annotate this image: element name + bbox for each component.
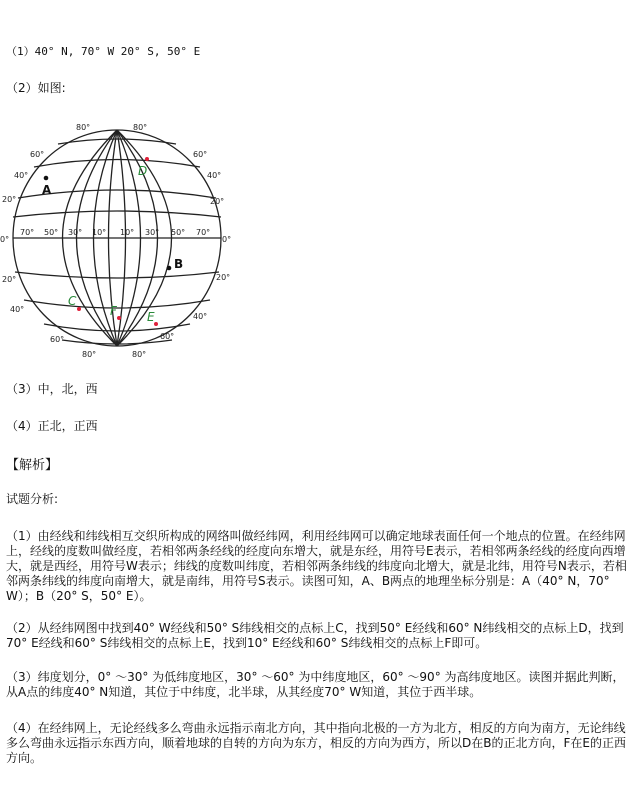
point-b-label: B <box>174 257 184 271</box>
lon-label-10e: 10° <box>120 228 135 237</box>
lon-label-30e: 30° <box>145 228 160 237</box>
answer-1: （1）40° N, 70° W 20° S, 50° E <box>6 45 201 58</box>
point-c-label: C <box>68 294 77 308</box>
analysis-heading: 【解析】 <box>6 458 59 473</box>
point-c-marker <box>77 307 81 311</box>
lon-label-70w: 70° <box>20 228 35 237</box>
lat-label-40s-l: 40° <box>10 305 25 314</box>
point-a-label: A <box>42 183 52 197</box>
lon-label-70e: 70° <box>196 228 211 237</box>
lat-80n-line <box>58 139 176 144</box>
lat-20n-line <box>13 211 221 217</box>
lat-label-80n-r: 80° <box>133 123 148 132</box>
analysis-paragraph-3: （3）纬度划分，0° ～30° 为低纬度地区，30° ～60° 为中纬度地区，60° ～90° 为高纬度地区。读图并据此判断，从A点的纬度40° N知道，其位于中纬度，北半球，从其经度70° W知道，其位于西半球。 <box>6 670 625 699</box>
lat-label-80s-r: 80° <box>132 350 147 359</box>
answer-3: （3）中，北，西 <box>6 382 98 396</box>
lat-label-0-l: 0° <box>0 235 10 244</box>
lat-label-60n-r: 60° <box>193 150 208 159</box>
lat-label-80s-l: 80° <box>82 350 97 359</box>
lat-label-60s-r: 60° <box>160 332 175 341</box>
analysis-subtitle: 试题分析: <box>6 492 59 506</box>
analysis-paragraph-4: （4）在经纬网上，无论经线多么弯曲永远指示南北方向，其中指向北极的一方为北方，相反的方向为南方，无论纬线多么弯曲永远指示东西方向，顺着地球的自转的方向为东方，相反的方向为西方，所以D在B的正北方向，F在E的正西方向。 <box>6 721 626 765</box>
lat-label-60n-l: 60° <box>30 150 45 159</box>
lat-label-40s-r: 40° <box>193 312 208 321</box>
lat-label-20n-l: 20° <box>2 195 17 204</box>
point-f-marker <box>117 316 121 320</box>
answer-2: （2）如图: <box>6 81 66 95</box>
lat-label-20n-r: 20° <box>210 197 225 206</box>
lon-label-50w: 50° <box>44 228 59 237</box>
point-a-marker <box>44 176 49 181</box>
lon-label-50e: 50° <box>171 228 186 237</box>
lon-label-10w: 10° <box>92 228 107 237</box>
lat-label-80n-l: 80° <box>76 123 91 132</box>
point-e-label: E <box>147 310 155 324</box>
graticule-figure <box>0 112 240 362</box>
lat-60n-line <box>34 160 200 168</box>
lat-60s-line <box>44 324 190 331</box>
point-b-marker <box>167 266 172 271</box>
answer-4: （4）正北，正西 <box>6 419 98 433</box>
lat-label-20s-r: 20° <box>216 273 231 282</box>
point-d-marker <box>145 157 149 161</box>
lat-label-60s-l: 60° <box>50 335 65 344</box>
analysis-paragraph-2: （2）从经纬网图中找到40° W经线和50° S纬线相交的点标上C，找到50° E经线和60° N纬线相交的点标上D，找到70° E经线和60° S纬线相交的点标上E，找到10° E经线和60° S纬线相交的点标上F即可。 <box>6 621 624 650</box>
lat-label-40n-l: 40° <box>14 171 29 180</box>
lon-label-30w: 30° <box>68 228 83 237</box>
lat-label-20s-l: 20° <box>2 275 17 284</box>
analysis-paragraph-1: （1）由经线和纬线相互交织所构成的网络叫做经纬网，利用经纬网可以确定地球表面任何一个地点的位置。在经纬网上，经线的度数叫做经度，若相邻两条经线的经度向东增大，就是东经，用符号E表示，若相邻两条经线的经度向西增大，就是西经，用符号W表示；纬线的度数叫纬度，若相邻两条纬线的纬度向北增大，就是北纬，用符号N表示，若相邻两条纬线的纬度向南增大，就是南纬，用符号S表示。读图可知，A、B两点的地理坐标分别是：A（40° N，70° W）；B（20° S，50° E）。 <box>6 529 627 603</box>
point-f-label: F <box>110 304 117 318</box>
lat-label-40n-r: 40° <box>207 171 222 180</box>
lat-label-0-r: 0° <box>222 235 232 244</box>
point-e-marker <box>154 322 158 326</box>
point-d-label: D <box>138 164 148 178</box>
lat-20s-line <box>15 272 219 278</box>
lat-40s-line <box>24 300 210 308</box>
